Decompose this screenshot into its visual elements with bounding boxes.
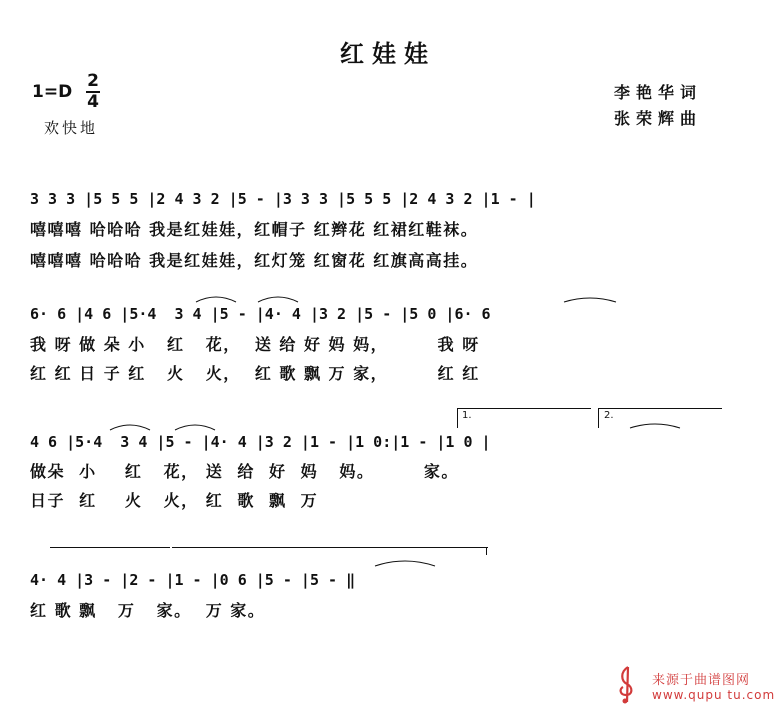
slur-2 [258, 297, 298, 302]
notation-row-1: 3 3 3 |5 5 5 |2 4 3 2 |5 - |3 3 3 |5 5 5 |2 4 3 2 |1 - | [30, 190, 536, 208]
lyric-row-3-verse-2: 日子 红 火 火， 红 歌 飘 万 [30, 491, 319, 510]
tempo-marking: 欢快地 [44, 119, 99, 137]
slur-6 [630, 424, 680, 428]
slur-7 [375, 561, 435, 566]
lyric-row-2-verse-2: 红 红 日 子 红 火 火， 红 歌 飘 万 家， 红 红 [30, 364, 480, 383]
time-top: 2 [87, 71, 99, 91]
slur-4 [110, 425, 150, 430]
composer-credit: 张荣辉曲 [614, 109, 703, 128]
watermark-url: www.qupu tu.com [652, 688, 776, 702]
slur-5 [175, 425, 215, 430]
lyric-row-4: 红 歌 飘 万 家。 万 家。 [30, 601, 266, 620]
notation-row-3: 4 6 |5·4 3 4 |5 - |4· 4 |3 2 |1 - |1 0:|1 - |1 0 | [30, 433, 491, 451]
song-title: 红娃娃 [340, 40, 436, 68]
slur-3 [564, 298, 616, 302]
key-signature: 1=D [32, 82, 73, 102]
lyric-row-3-verse-1: 做朵 小 红 花， 送 给 好 妈 妈。 家。 [30, 462, 459, 481]
volta-2-label: 2. [604, 410, 614, 421]
slur-1 [196, 297, 236, 302]
notation-row-2: 6· 6 |4 6 |5·4 3 4 |5 - |4· 4 |3 2 |5 - |5 0 |6· 6 [30, 305, 491, 323]
lyric-row-2-verse-1: 我 呀 做 朵 小 红 花， 送 给 好 妈 妈， 我 呀 [30, 335, 480, 354]
notation-row-4: 4· 4 |3 - |2 - |1 - |0 6 |5 - |5 - ‖ [30, 571, 356, 589]
volta-1-label: 1. [462, 410, 472, 421]
time-bottom: 4 [87, 92, 99, 112]
lyric-row-1-verse-1: 嘻嘻嘻 哈哈哈 我是红娃娃，红帽子 红辫花 红裙红鞋袜。 [30, 220, 479, 239]
watermark-site-name: 来源于曲谱图网 [652, 673, 751, 688]
treble-clef-icon [612, 664, 642, 704]
lyricist-credit: 李艳华词 [614, 83, 703, 102]
lyric-row-1-verse-2: 嘻嘻嘻 哈哈哈 我是红娃娃，红灯笼 红窗花 红旗高高挂。 [30, 251, 479, 270]
